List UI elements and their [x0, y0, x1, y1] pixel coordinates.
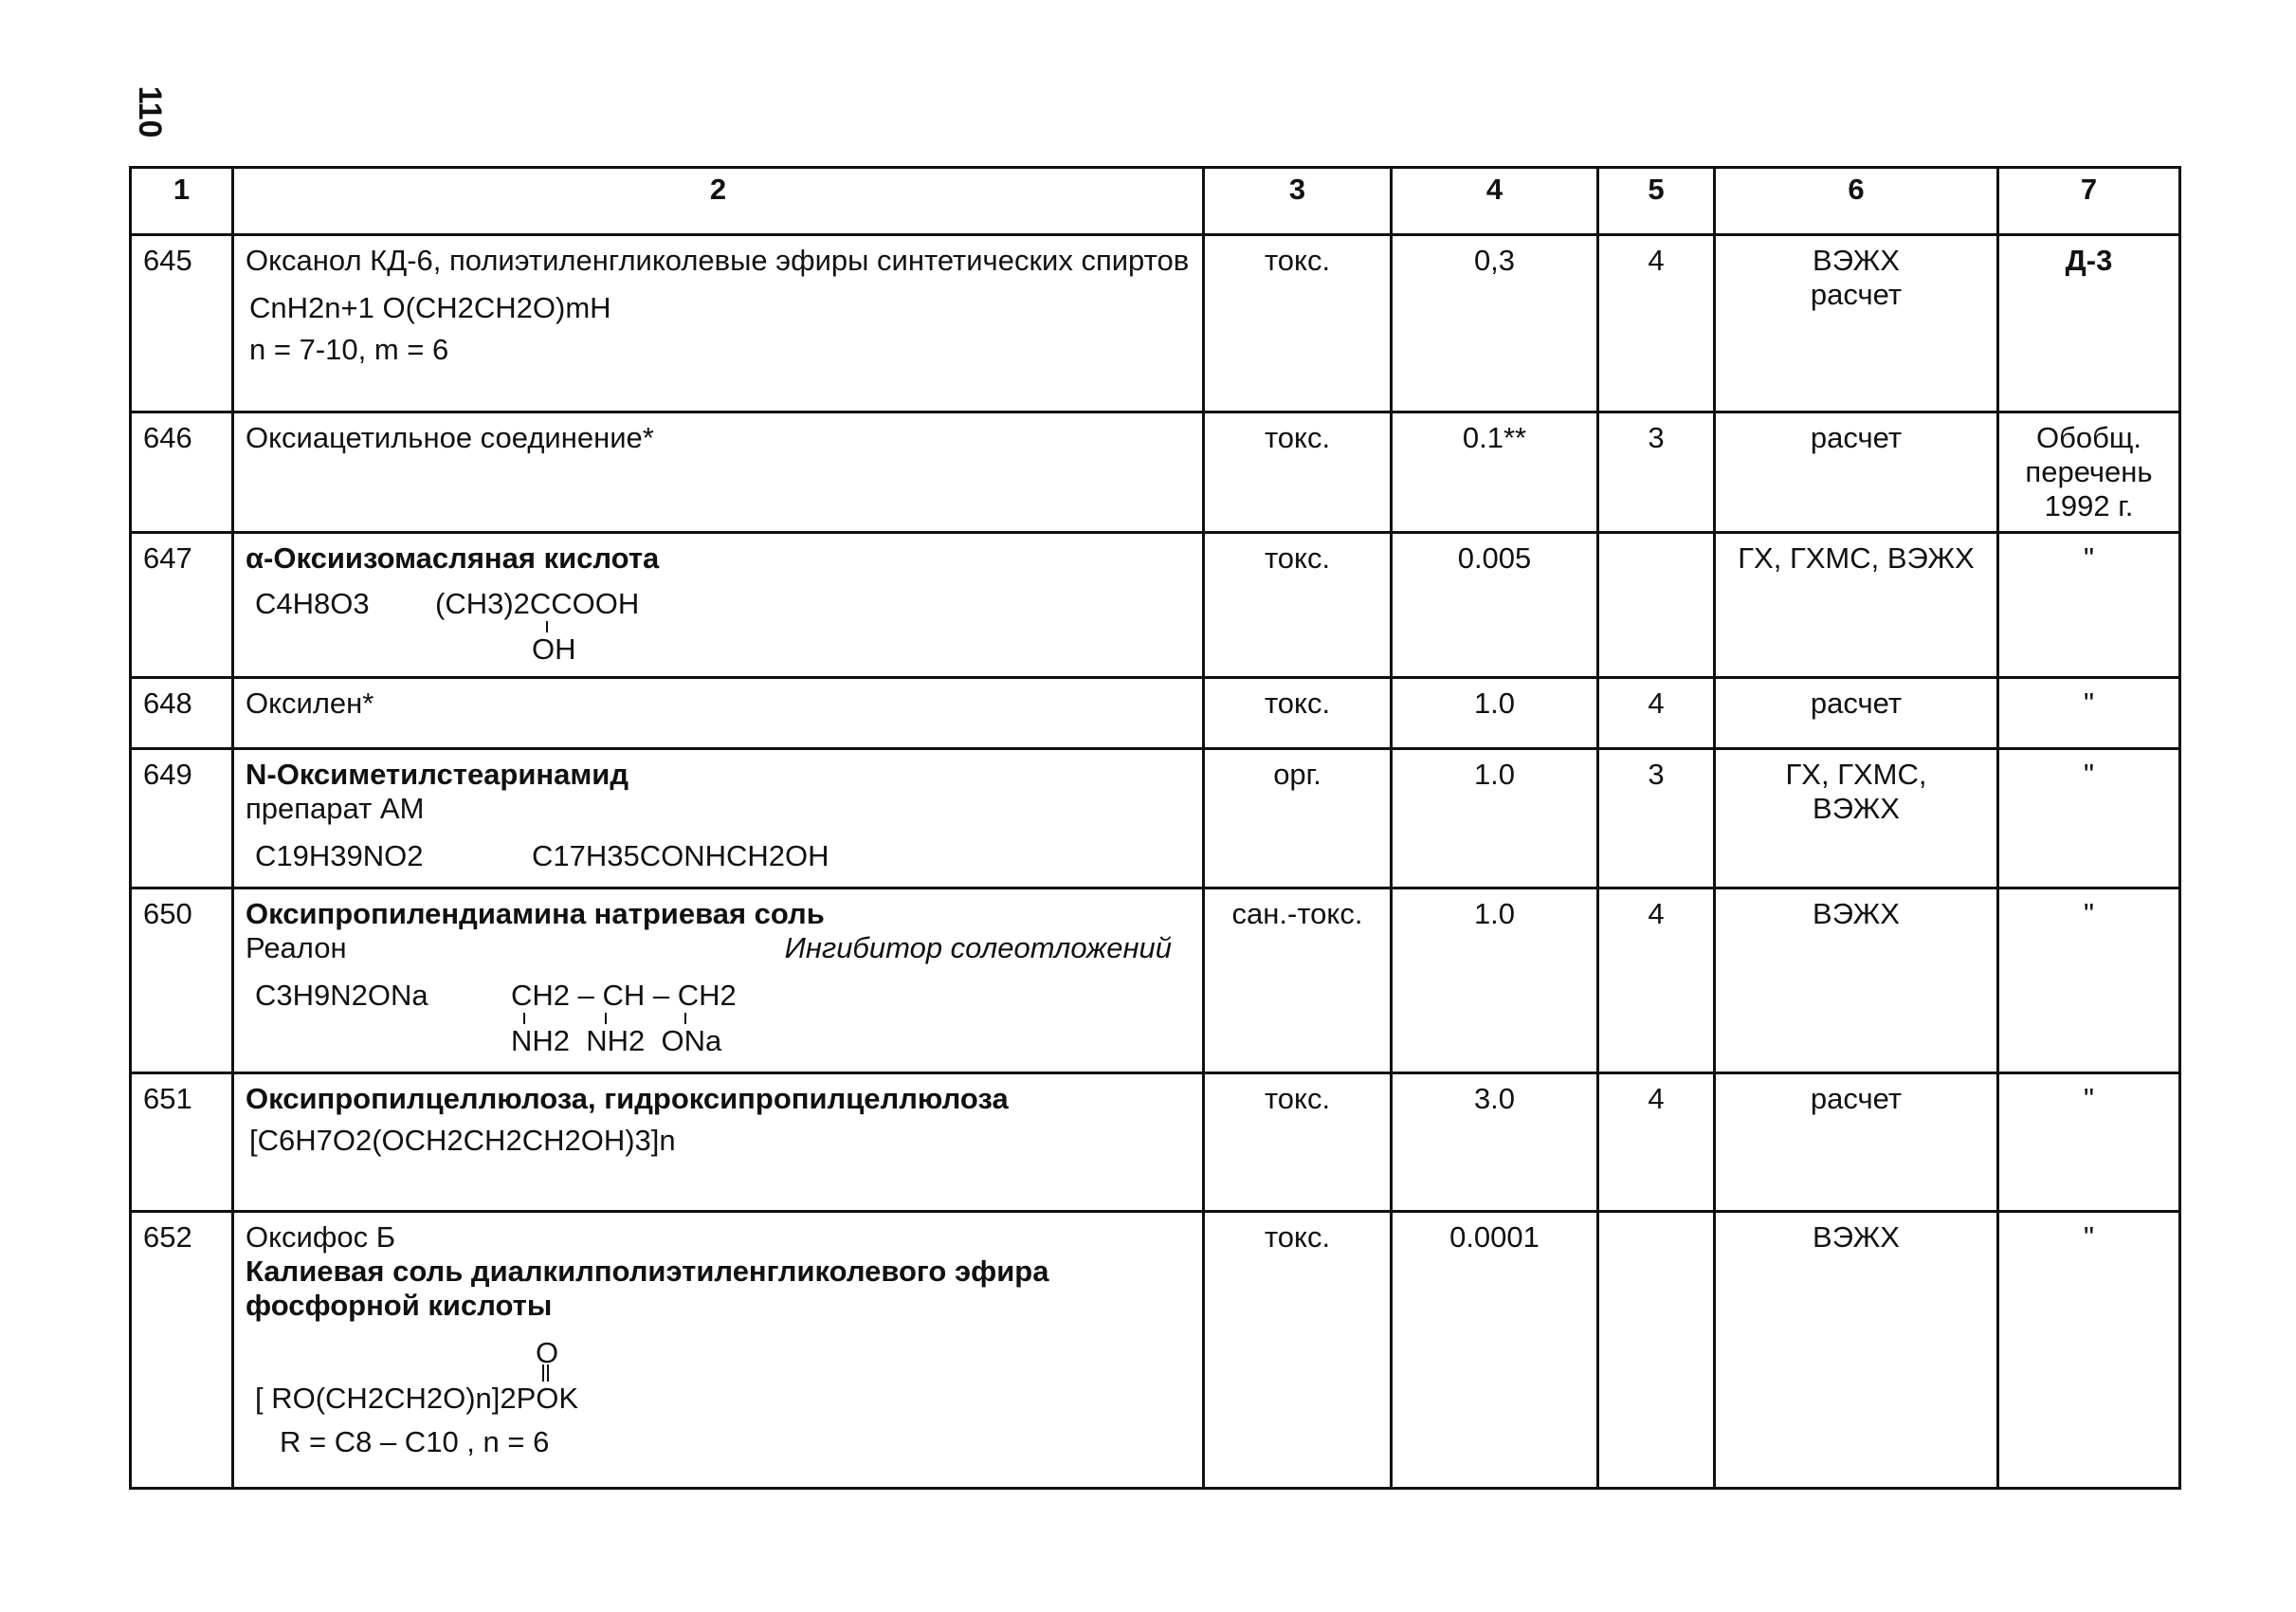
- method-cell: [1715, 235, 1998, 412]
- limit-value: 0.0001: [1392, 1212, 1598, 1489]
- substance-cell: [233, 1073, 1204, 1212]
- chemical-formula: C19H39NO2: [255, 839, 424, 872]
- structure-substituents: NH2 NH2 ONa: [511, 1024, 722, 1057]
- substance-subname: препарат АМ: [246, 792, 425, 825]
- usage-note: Ингибитор солеотложений: [784, 931, 1172, 964]
- page-number: 110: [132, 85, 168, 138]
- method-cell: расчет: [1715, 678, 1998, 749]
- substance-cell: [233, 533, 1204, 678]
- hazard-indicator: токс.: [1204, 533, 1392, 678]
- row-number: 649: [131, 749, 233, 888]
- header-col-7: 7: [1998, 168, 2180, 235]
- limit-value: 3.0: [1392, 1073, 1598, 1212]
- limit-value: 1.0: [1392, 678, 1598, 749]
- limit-value: 0.005: [1392, 533, 1598, 678]
- hazard-indicator: токс.: [1204, 1212, 1392, 1489]
- hazard-class: 4: [1598, 235, 1715, 412]
- substance-name: Оксифос Б: [246, 1220, 396, 1254]
- hazard-indicator: сан.-токс.: [1204, 888, 1392, 1073]
- structure-substituent: OH: [532, 632, 576, 666]
- method-cell: ВЭЖХ: [1715, 888, 1998, 1073]
- limit-value: 1.0: [1392, 749, 1598, 888]
- header-row: [131, 168, 2180, 235]
- substance-name: Оксанол КД-6, полиэтиленгликолевые эфиры синтетических спиртов: [246, 244, 1190, 277]
- header-col-2: 2: [233, 168, 1204, 235]
- method-line: расчет: [1810, 278, 1903, 311]
- table-row: [131, 1212, 2180, 1489]
- substance-name: Оксипропилендиамина натриевая соль: [246, 897, 825, 930]
- formula-note: n = 7-10, m = 6: [249, 333, 449, 366]
- substances-table: [129, 166, 2181, 1490]
- table-row: [131, 1073, 2180, 1212]
- structure-main-chain: CH2 – CH – CH2: [511, 979, 737, 1012]
- hazard-indicator: орг.: [1204, 749, 1392, 888]
- substance-name: α-Оксиизомасляная кислота: [246, 541, 660, 575]
- bond-line: [435, 621, 445, 632]
- structure-main-chain: (CH3)2CCOOH: [435, 587, 640, 620]
- method-cell: расчет: [1715, 1073, 1998, 1212]
- limit-value: 0.1**: [1392, 412, 1598, 533]
- table-row: [131, 678, 2180, 749]
- method-line: ВЭЖХ: [1813, 244, 1900, 277]
- header-col-6: 6: [1715, 168, 1998, 235]
- substance-cell: [233, 678, 1204, 749]
- substance-subname: Реалон: [246, 931, 347, 964]
- substance-name: N-Оксиметилстеаринамид: [246, 758, 629, 791]
- hazard-class: [1598, 533, 1715, 678]
- table-row: [131, 533, 2180, 678]
- source-cell: ": [1998, 1212, 2180, 1489]
- substance-name: Оксиацетильное соединение*: [246, 421, 654, 454]
- chemical-formula: CnH2n+1 O(CH2CH2O)mH: [249, 291, 611, 324]
- header-col-4: 4: [1392, 168, 1598, 235]
- table-row: [131, 888, 2180, 1073]
- limit-value: 0,3: [1392, 235, 1598, 412]
- row-number: 645: [131, 235, 233, 412]
- header-col-1: 1: [131, 168, 233, 235]
- source-cell: ": [1998, 678, 2180, 749]
- bond-lines: [511, 1013, 701, 1024]
- source-cell: ": [1998, 1073, 2180, 1212]
- header-col-5: 5: [1598, 168, 1715, 235]
- double-bond: [536, 1365, 555, 1383]
- hazard-indicator: токс.: [1204, 678, 1392, 749]
- method-cell: расчет: [1715, 412, 1998, 533]
- source-cell: ": [1998, 533, 2180, 678]
- source-cell: ": [1998, 749, 2180, 888]
- hazard-indicator: токс.: [1204, 412, 1392, 533]
- chemical-formula: C3H9N2ONa: [255, 979, 428, 1012]
- structural-formula: [511, 979, 737, 1058]
- row-number: 652: [131, 1212, 233, 1489]
- method-line: ГХ, ГХМС,: [1785, 758, 1927, 791]
- header-col-3: 3: [1204, 168, 1392, 235]
- table-row: [131, 235, 2180, 412]
- table-row: [131, 749, 2180, 888]
- hazard-class: 3: [1598, 412, 1715, 533]
- hazard-class: 4: [1598, 888, 1715, 1073]
- source-cell: Д-3: [1998, 235, 2180, 412]
- structural-formula: [435, 587, 639, 667]
- source-line: Обобщ.: [2036, 421, 2141, 454]
- method-cell: ВЭЖХ: [1715, 1212, 1998, 1489]
- method-cell: [1715, 749, 1998, 888]
- substance-cell: [233, 412, 1204, 533]
- substance-name: Оксилен*: [246, 687, 374, 720]
- substance-cell: [233, 749, 1204, 888]
- structure-oxygen: O: [536, 1336, 559, 1369]
- hazard-indicator: токс.: [1204, 1073, 1392, 1212]
- table-row: [131, 412, 2180, 533]
- hazard-class: [1598, 1212, 1715, 1489]
- substance-cell: [233, 1212, 1204, 1489]
- chemical-formula: [ RO(CH2CH2O)n]2POK: [255, 1382, 579, 1415]
- row-number: 647: [131, 533, 233, 678]
- substance-name: Оксипропилцеллюлоза, гидроксипропилцеллюлоза: [246, 1082, 1009, 1115]
- substance-cell: [233, 235, 1204, 412]
- structural-formula: C17H35CONHCH2OH: [532, 839, 829, 872]
- source-cell: ": [1998, 888, 2180, 1073]
- row-number: 650: [131, 888, 233, 1073]
- method-cell: ГХ, ГХМС, ВЭЖХ: [1715, 533, 1998, 678]
- limit-value: 1.0: [1392, 888, 1598, 1073]
- hazard-class: 4: [1598, 678, 1715, 749]
- row-number: 646: [131, 412, 233, 533]
- substance-subname: Калиевая соль диалкилполиэтиленгликолевого эфира фосфорной кислоты: [246, 1255, 1049, 1322]
- row-number: 651: [131, 1073, 233, 1212]
- chemical-formula: [C6H7O2(OCH2CH2CH2OH)3]n: [249, 1124, 676, 1157]
- hazard-class: 3: [1598, 749, 1715, 888]
- chemical-formula: C4H8O3: [255, 587, 370, 620]
- substance-cell: [233, 888, 1204, 1073]
- formula-note: R = C8 – C10 , n = 6: [280, 1425, 550, 1458]
- source-line: 1992 г.: [2044, 489, 2134, 522]
- source-line: перечень: [2025, 455, 2153, 488]
- source-cell: [1998, 412, 2180, 533]
- row-number: 648: [131, 678, 233, 749]
- hazard-indicator: токс.: [1204, 235, 1392, 412]
- hazard-class: 4: [1598, 1073, 1715, 1212]
- method-line: ВЭЖХ: [1813, 792, 1900, 825]
